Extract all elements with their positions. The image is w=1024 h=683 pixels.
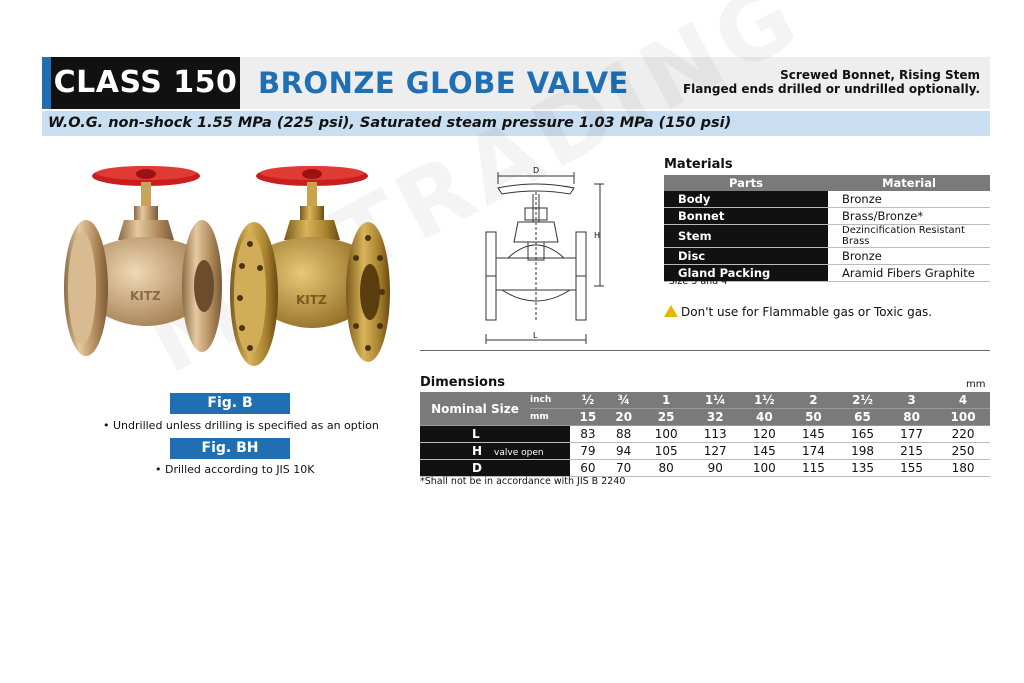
- size-inch: 4: [936, 392, 990, 409]
- size-inch: 1¼: [691, 392, 740, 409]
- header-spec-line-1: Screwed Bonnet, Rising Stem: [780, 68, 980, 82]
- drawing-label-d: D: [533, 166, 540, 175]
- dimension-value: 100: [642, 426, 691, 443]
- material-value: Bronze: [828, 191, 990, 208]
- materials-title: Materials: [664, 157, 733, 172]
- size-inch: 1: [642, 392, 691, 409]
- material-part: Gland Packing: [664, 265, 828, 282]
- figure-label-bh: Fig. BH: [170, 438, 290, 459]
- dimensions-title: Dimensions: [420, 375, 505, 390]
- material-part: Stem: [664, 225, 828, 248]
- nominal-size-label: Nominal Size: [420, 392, 530, 426]
- material-value: Brass/Bronze*: [828, 208, 990, 225]
- size-mm: 20: [606, 409, 642, 426]
- dimension-value: 120: [740, 426, 789, 443]
- table-row: [664, 248, 990, 265]
- table-row: [420, 426, 990, 443]
- warning-text: Don't use for Flammable gas or Toxic gas.: [681, 305, 933, 319]
- valve-fig-bh-photo: [228, 158, 392, 372]
- dimension-row-label: D: [420, 460, 570, 477]
- dimension-value: 90: [691, 460, 740, 477]
- dimension-value: 88: [606, 426, 642, 443]
- table-row: [664, 225, 990, 248]
- table-row: [420, 443, 990, 460]
- materials-header-material: Material: [828, 175, 990, 191]
- dimensions-unit: mm: [966, 379, 986, 390]
- dimension-value: 127: [691, 443, 740, 460]
- dimension-value: 80: [642, 460, 691, 477]
- size-inch: 1½: [740, 392, 789, 409]
- dimension-value: 113: [691, 426, 740, 443]
- size-mm: 100: [936, 409, 990, 426]
- dimension-value: 177: [887, 426, 936, 443]
- material-part: Disc: [664, 248, 828, 265]
- material-value: Aramid Fibers Graphite: [828, 265, 990, 282]
- warning-icon: [664, 305, 678, 317]
- page-title: BRONZE GLOBE VALVE: [258, 66, 629, 100]
- dimension-value: 198: [838, 443, 887, 460]
- dimension-value: 180: [936, 460, 990, 477]
- mm-label: mm: [530, 409, 570, 426]
- dimension-value: 105: [642, 443, 691, 460]
- size-inch: 2: [789, 392, 838, 409]
- size-inch: 2½: [838, 392, 887, 409]
- size-mm: 15: [570, 409, 606, 426]
- inch-label: inch: [530, 392, 570, 409]
- dimension-value: 79: [570, 443, 606, 460]
- dimension-value: 165: [838, 426, 887, 443]
- valve-brand-mark: KITZ: [296, 293, 327, 307]
- dimension-value: 145: [789, 426, 838, 443]
- dimensions-table: [420, 392, 990, 477]
- materials-table: [664, 175, 990, 282]
- material-part: Bonnet: [664, 208, 828, 225]
- size-inch: 3: [887, 392, 936, 409]
- table-row: [664, 191, 990, 208]
- size-mm: 25: [642, 409, 691, 426]
- dimension-value: 94: [606, 443, 642, 460]
- material-part: Body: [664, 191, 828, 208]
- material-value: Dezincification Resistant Brass: [828, 225, 990, 248]
- material-value: Bronze: [828, 248, 990, 265]
- table-row: [420, 460, 990, 477]
- dimension-value: 215: [887, 443, 936, 460]
- dimension-value: 70: [606, 460, 642, 477]
- dimension-value: 83: [570, 426, 606, 443]
- pressure-rating: W.O.G. non-shock 1.55 MPa (225 psi), Saturated steam pressure 1.03 MPa (150 psi): [48, 115, 732, 131]
- dimension-row-label: H valve open: [420, 443, 570, 460]
- dimension-value: 250: [936, 443, 990, 460]
- valve-brand-mark: KITZ: [130, 289, 161, 303]
- materials-header-parts: Parts: [664, 175, 828, 191]
- valve-fig-b-photo: [62, 158, 224, 360]
- figure-note-bh: • Drilled according to JIS 10K: [155, 463, 315, 476]
- valve-dimension-drawing: [478, 162, 606, 348]
- header-spec-line-2: Flanged ends drilled or undrilled optionally.: [682, 82, 980, 96]
- dimension-value: 174: [789, 443, 838, 460]
- divider: [420, 350, 990, 351]
- table-row: [420, 392, 990, 409]
- dimension-value: 220: [936, 426, 990, 443]
- dimension-value: 100: [740, 460, 789, 477]
- drawing-label-h: H: [594, 231, 601, 240]
- dimension-value: 145: [740, 443, 789, 460]
- figure-note-b: • Undrilled unless drilling is specified as an option: [103, 419, 379, 432]
- header-accent: [42, 57, 51, 109]
- class-label: CLASS 150: [53, 65, 238, 100]
- materials-footnote: *Size 3 and 4: [664, 276, 728, 287]
- size-inch: ¾: [606, 392, 642, 409]
- table-row: [664, 208, 990, 225]
- size-mm: 50: [789, 409, 838, 426]
- size-mm: 80: [887, 409, 936, 426]
- size-mm: 32: [691, 409, 740, 426]
- dimension-value: 155: [887, 460, 936, 477]
- dimension-value: 135: [838, 460, 887, 477]
- drawing-label-l: L: [533, 331, 538, 340]
- figure-label-b: Fig. B: [170, 393, 290, 414]
- dimension-row-label: L: [420, 426, 570, 443]
- dimensions-footnote: *Shall not be in accordance with JIS B 2240: [420, 476, 626, 487]
- warning-notice: [664, 305, 932, 319]
- size-mm: 65: [838, 409, 887, 426]
- dimension-value: 60: [570, 460, 606, 477]
- dimension-value: 115: [789, 460, 838, 477]
- size-inch: ½: [570, 392, 606, 409]
- size-mm: 40: [740, 409, 789, 426]
